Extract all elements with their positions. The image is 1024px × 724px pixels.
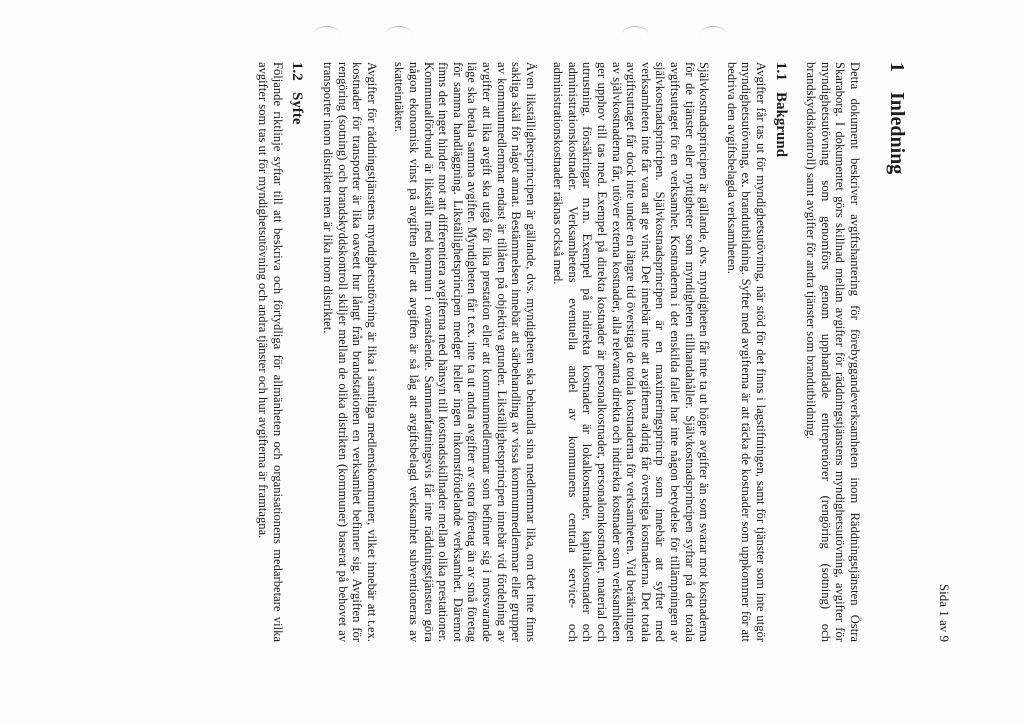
document-body — [243, 62, 862, 642]
intro-paragraph: Detta dokument beskriver avgiftshantering för förebyggandeverksamheten inom Räddningstjänsten Östra Skaraborg. I dokumentet görs skillnad mellan avgifter för räddningstjänstens myndighetsutövning, avgifter för myndighetsutövning som genomförs genom upphandlade entreprenörer (rengöring (sotning) och brandskyddskontroll) samt avgifter för andra tjänster som brandutbildning. — [804, 62, 862, 642]
section-title: Bakgrund — [772, 92, 789, 158]
body-paragraph: Självkostnadsprincipen är gällande, dvs. myndigheten får inte ta ut högre avgifter än som svarar mot kostnaderna för de tjänster eller nyttigheter som myndigheten tillhandahåller. Självkostnadsprincipen syftar på det totala avgiftsuttaget för en verksamhet. Kostnaderna i det enskilda fallet har inte någon betydelse för tillämpningen av självkostnadsprincipen. Självkostnadsprincipen är en maximeringsprincip som innebär att syftet med verksamheten inte får vara att ge vinst. Det innebär inte att avgifterna aldrig får överstiga kostnaderna. Det totala avgiftsuttaget får dock inte under en längre tid överstiga de totala kostnaderna för verksamheten. Vid beräkningen av självkostnaderna får, utöver externa kostnader, alla relevanta direkta och indirekta kostnader som verksamheten ger upphov till tas med. Exempel på direkta kostnader är personalkostnader, personalomkostnader, material och utrustning, försäkringar m.m. Exempel på indirekta kostnader är lokalkostnader, kapitalkostnader och administrationskostnader. Verksamhetens eventuella andel av kommunens centrala service- och administrationskostnader räknas också med. — [551, 62, 712, 642]
chapter-title: Inledning — [886, 92, 908, 175]
section-title: Syfte — [289, 92, 306, 125]
section-heading — [290, 62, 305, 642]
body-paragraph: Avgifter för räddningstjänstens myndighetsutövning är lika i samtliga medlemskommuner, vilket innebär att t.ex. kostnader för transporter är lika oavsett hur långt från brandstationen en verksamhet befinner sig. Avgiften för rengöring (sotning) och brandskyddskontroll skiljer mellan de olika distrikten (kommuner) baserat på behovet av transporter inom distriktet men är lika inom distriktet. — [321, 62, 379, 642]
body-paragraph: Följande riktlinje syftar till att beskriva och förtydliga för allmänheten och organisationens medarbetare vilka avgifter som tas ut för myndighetsutövning och andra tjänster och hur avgifterna är framtagna. — [256, 62, 285, 642]
section-number: 1.2 — [289, 62, 306, 81]
punch-hole-mark — [314, 26, 340, 41]
chapter-heading — [885, 62, 908, 174]
document-page — [102, 62, 952, 642]
page-number: Sida 1 av 9 — [937, 583, 952, 642]
section-heading — [773, 62, 788, 642]
chapter-number: 1 — [886, 62, 908, 72]
punch-hole-mark — [700, 26, 726, 41]
body-paragraph: Även likställighetsprincipen är gällande, dvs. myndigheten ska behandla sina medlemmar lika, om det inte finns sakliga skäl för något annat. Bestämmelsen innebär att särbehandling av vissa kommunmedlemmar eller grupper av kommunmedlemmar endast är tillåten på objektiva grunder. Likställighetsprincipen innebär vid fördelning av avgifter att lika avgift ska utgå för lika prestation eller att kommunmedlemmar som befinner sig i motsvarande läge ska betala samma avgifter. Myndigheten får t.ex. inte ta ut andra avgifter av stora företag än av små företag för samma handläggning. Likställighetsprincipen medger heller ingen inkomstfördelande verksamhet. Däremot finns det inget hinder mot att differentiera avgifterna med hänsyn till kostnadsskillnader mellan olika prestationer. Kommunalförbund är likställt med kommun i ovanstående. Sammanfattningsvis får inte räddningstjänsten göra någon ekonomisk vinst på avgiften eller att avgiften är så låg att avgiftsbelagd verksamhet subventioneras av skatteintäkter. — [392, 62, 538, 642]
section-syfte — [256, 62, 305, 642]
section-number: 1.1 — [772, 62, 789, 81]
section-bakgrund — [320, 62, 787, 642]
body-paragraph: Avgifter får tas ut för myndighetsutövning, när stöd för det finns i lagstiftningen, samt för tjänster som inte utgör myndighetsutövning, ex. brandutbildning. Syftet med avgifterna är att täcka de kostnader som uppkommer för att bedriva den avgiftsbelagda verksamheten. — [724, 62, 769, 642]
punch-hole-mark — [386, 26, 412, 41]
punch-hole-mark — [622, 26, 648, 41]
